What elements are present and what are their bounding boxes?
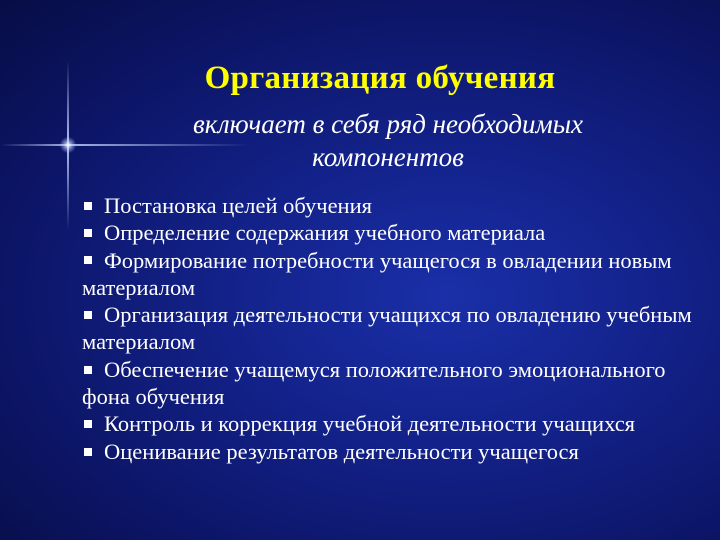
bullet-list — [82, 192, 712, 465]
list-item-text: Формирование потребности учащегося в овладении новым материалом — [82, 247, 672, 300]
list-item-text: Контроль и коррекция учебной деятельности учащихся — [104, 411, 636, 437]
slide-subtitle: включает в себя ряд необходимых компонентов — [193, 109, 583, 172]
list-item — [82, 438, 712, 465]
list-item — [82, 219, 712, 246]
list-item-text: Оценивание результатов деятельности учащегося — [104, 438, 579, 464]
list-item-text: Обеспечение учащемуся положительного эмоционального фона обучения — [82, 356, 666, 410]
list-item — [82, 247, 712, 302]
list-item-text: Организация деятельности учащихся по овладению учебным материалом — [82, 302, 692, 355]
square-bullet-icon — [84, 448, 92, 456]
square-bullet-icon — [84, 229, 92, 237]
square-bullet-icon — [84, 256, 92, 264]
square-bullet-icon — [84, 420, 92, 428]
list-item — [82, 192, 712, 219]
list-item-text: Постановка целей обучения — [104, 193, 372, 218]
slide-title: Организация обучения — [204, 60, 556, 96]
list-item — [82, 410, 712, 437]
list-item — [82, 301, 712, 356]
list-item — [82, 356, 712, 411]
square-bullet-icon — [84, 202, 92, 210]
list-item-text: Определение содержания учебного материала — [104, 220, 546, 246]
square-bullet-icon — [84, 311, 92, 319]
sparkle-star-icon — [60, 137, 76, 153]
square-bullet-icon — [84, 366, 92, 374]
